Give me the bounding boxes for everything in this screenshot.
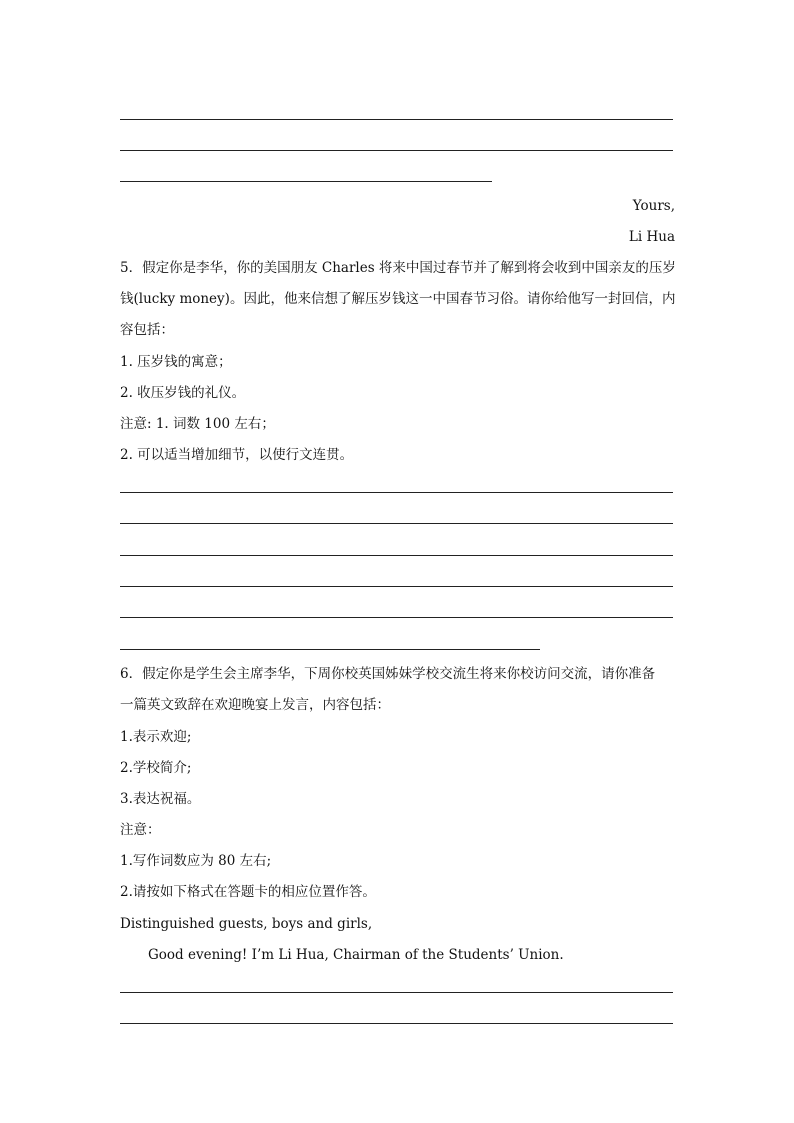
task5-line: 钱(lucky money)。因此，他来信想了解压岁钱这一中国春节习俗。请你给他写一封回信，内 bbox=[120, 291, 676, 307]
closing-text: Yours, bbox=[632, 198, 675, 214]
answer-line[interactable] bbox=[120, 992, 673, 993]
task5-line: 注意: 1. 词数 100 左右； bbox=[120, 416, 275, 432]
answer-line[interactable] bbox=[120, 492, 673, 493]
signature-name: Li Hua bbox=[628, 229, 675, 245]
answer-line[interactable] bbox=[120, 617, 673, 618]
task5-line: 容包括： bbox=[120, 322, 174, 338]
task5-line: 2. 可以适当增加细节，以使行文连贯。 bbox=[120, 447, 354, 463]
answer-line[interactable] bbox=[120, 523, 673, 524]
task6-line: 6．假定你是学生会主席李华，下周你校英国姊妹学校交流生将来你校访问交流，请你准备 bbox=[120, 666, 656, 682]
task6-line: 1.写作词数应为 80 左右; bbox=[120, 853, 272, 869]
salutation-text: Distinguished guests, boys and girls, bbox=[120, 916, 373, 932]
answer-line[interactable] bbox=[120, 119, 673, 120]
task6-line: 2.请按如下格式在答题卡的相应位置作答。 bbox=[120, 884, 376, 900]
task6-line: 3.表达祝福。 bbox=[120, 791, 201, 807]
task5-line: 1. 压岁钱的寓意； bbox=[120, 354, 232, 370]
opening-text: Good evening! I’m Li Hua, Chairman of the Students’ Union. bbox=[148, 947, 564, 963]
task6-line: 注意： bbox=[120, 822, 161, 838]
task6-line: 2.学校简介; bbox=[120, 760, 192, 776]
answer-line[interactable] bbox=[120, 555, 673, 556]
answer-line[interactable] bbox=[120, 1023, 673, 1024]
answer-line[interactable] bbox=[120, 181, 492, 182]
answer-line[interactable] bbox=[120, 150, 673, 151]
task6-line: 1.表示欢迎; bbox=[120, 729, 192, 745]
answer-line[interactable] bbox=[120, 649, 540, 650]
task6-line: 一篇英文致辞在欢迎晚宴上发言，内容包括： bbox=[120, 697, 390, 713]
task5-line: 5．假定你是李华，你的美国朋友 Charles 将来中国过春节并了解到将会收到中国亲友的压岁 bbox=[120, 260, 676, 276]
task5-line: 2. 收压岁钱的礼仪。 bbox=[120, 385, 246, 401]
answer-line[interactable] bbox=[120, 586, 673, 587]
